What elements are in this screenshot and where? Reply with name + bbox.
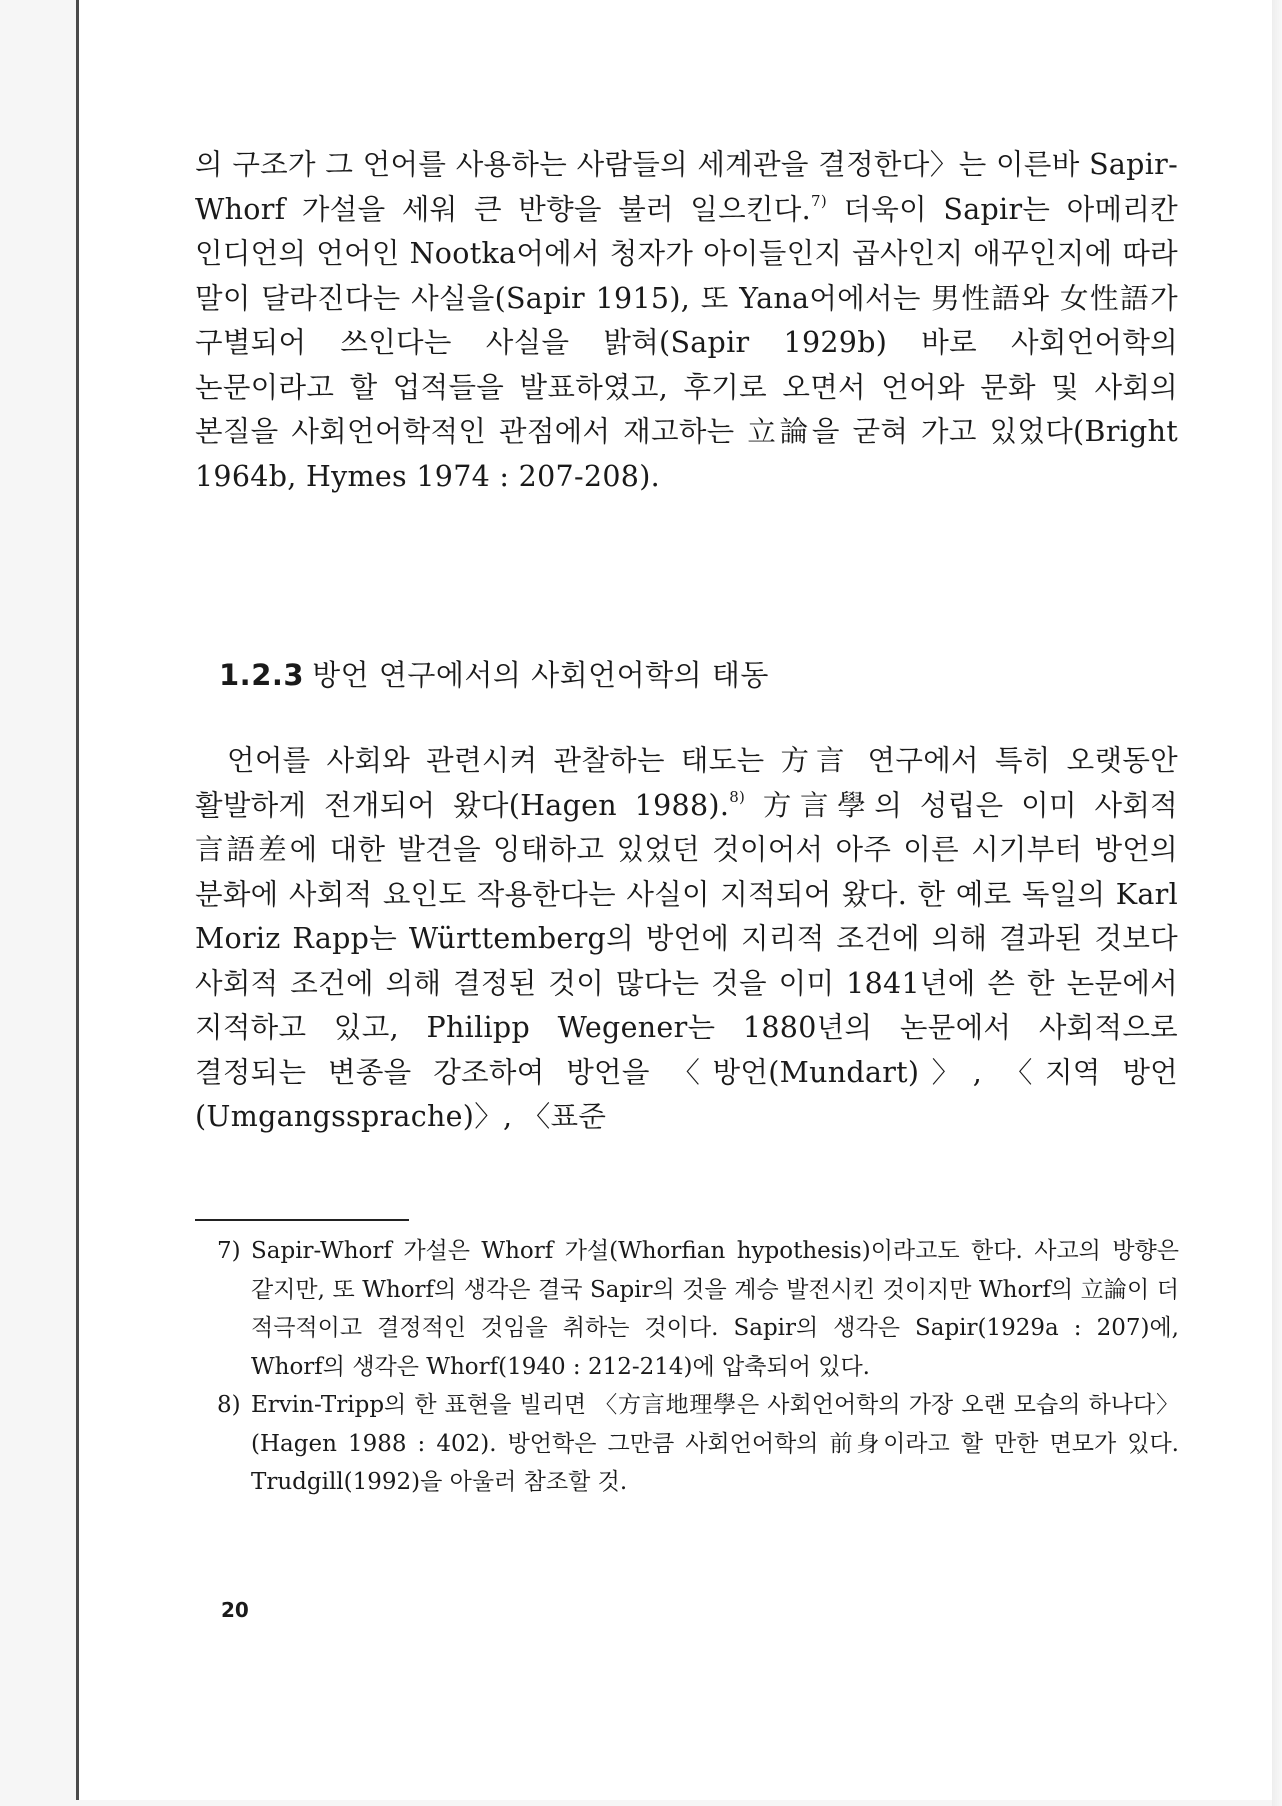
section-number: 1.2.3 bbox=[219, 658, 305, 692]
page-number: 20 bbox=[221, 1598, 249, 1622]
footnote-ref-8[interactable]: 8) bbox=[729, 787, 746, 806]
paragraph-2-text-after: 方言學의 성립은 이미 사회적 言語差에 대한 발견을 잉태하고 있었던 것이어서 아주 이른 시기부터 방언의 분화에 사회적 요인도 작용한다는 사실이 지적되어 왔다. 한 예로 독일의 Karl Moriz Rapp는 Württemberg의 방언에 지리적 조건에 의해 결과된 것보다 사회적 조건에 의해 결정된 것이 많다는 것을 이미 1841년에 쓴 한 논문에서 지적하고 있고, Philipp Wegener는 1880년의 논문에서 사회적으로 결정되는 변종을 강조하여 방언을 〈방언(Mundart)〉, 〈지역 방언(Umgangssprache)〉, 〈표준 bbox=[195, 788, 1178, 1133]
book-page bbox=[76, 0, 1272, 1800]
footnote-text: Sapir-Whorf 가설은 Whorf 가설(Whorfian hypothesis)이라고도 한다. 사고의 방향은 같지만, 또 Whorf의 생각은 결국 Sapir의 것을 계승 발전시킨 것이지만 Whorf의 立論이 더 적극적이고 결정적인 것임을 취하는 것이다. Sapir의 생각은 Sapir(1929a : 207)에, Whorf의 생각은 Whorf(1940 : 212-214)에 압축되어 있다. bbox=[251, 1238, 1179, 1380]
paragraph-2-text: 언어를 사회와 관련시켜 관찰하는 태도는 方言 연구에서 특히 오랫동안 활발하게 전개되어 왔다(Hagen 1988). bbox=[195, 744, 1178, 822]
footnote-7 bbox=[217, 1232, 1179, 1386]
paragraph-1-text: 의 구조가 그 언어를 사용하는 사람들의 세계관을 결정한다〉는 이른바 Sapir-Whorf 가설을 세워 큰 반향을 불러 일으킨다. bbox=[195, 148, 1178, 226]
footnote-number: 7) bbox=[217, 1238, 241, 1264]
footnote-8 bbox=[217, 1386, 1179, 1502]
section-title: 방언 연구에서의 사회언어학의 태동 bbox=[312, 658, 769, 692]
footnote-number: 8) bbox=[217, 1392, 241, 1418]
section-heading bbox=[219, 655, 769, 695]
footnote-text: Ervin-Tripp의 한 표현을 빌리면 〈方言地理學은 사회언어학의 가장 오랜 모습의 하나다〉(Hagen 1988 : 402). 방언학은 그만큼 사회언어학의 前身이라고 할 만한 면모가 있다. Trudgill(1992)을 아울러 참조할 것. bbox=[251, 1392, 1179, 1495]
paragraph-1-text-after: 더욱이 Sapir는 아메리칸 인디언의 언어인 Nootka어에서 청자가 아이들인지 곱사인지 애꾸인지에 따라 말이 달라진다는 사실을(Sapir 1915), 또 Yana어에서는 男性語와 女性語가 구별되어 쓰인다는 사실을 밝혀(Sapir 1929b) 바로 사회언어학의 논문이라고 할 업적들을 발표하였고, 후기로 오면서 언어와 문화 및 사회의 본질을 사회언어학적인 관점에서 재고하는 立論을 굳혀 가고 있었다(Bright 1964b, Hymes 1974 : 207-208). bbox=[195, 192, 1178, 493]
footnote-ref-7[interactable]: 7) bbox=[811, 191, 827, 210]
footnote-divider bbox=[195, 1219, 409, 1221]
paragraph-2 bbox=[195, 739, 1178, 1140]
page-edge bbox=[1272, 0, 1282, 1806]
footnotes bbox=[217, 1232, 1179, 1502]
paragraph-1 bbox=[195, 143, 1178, 499]
